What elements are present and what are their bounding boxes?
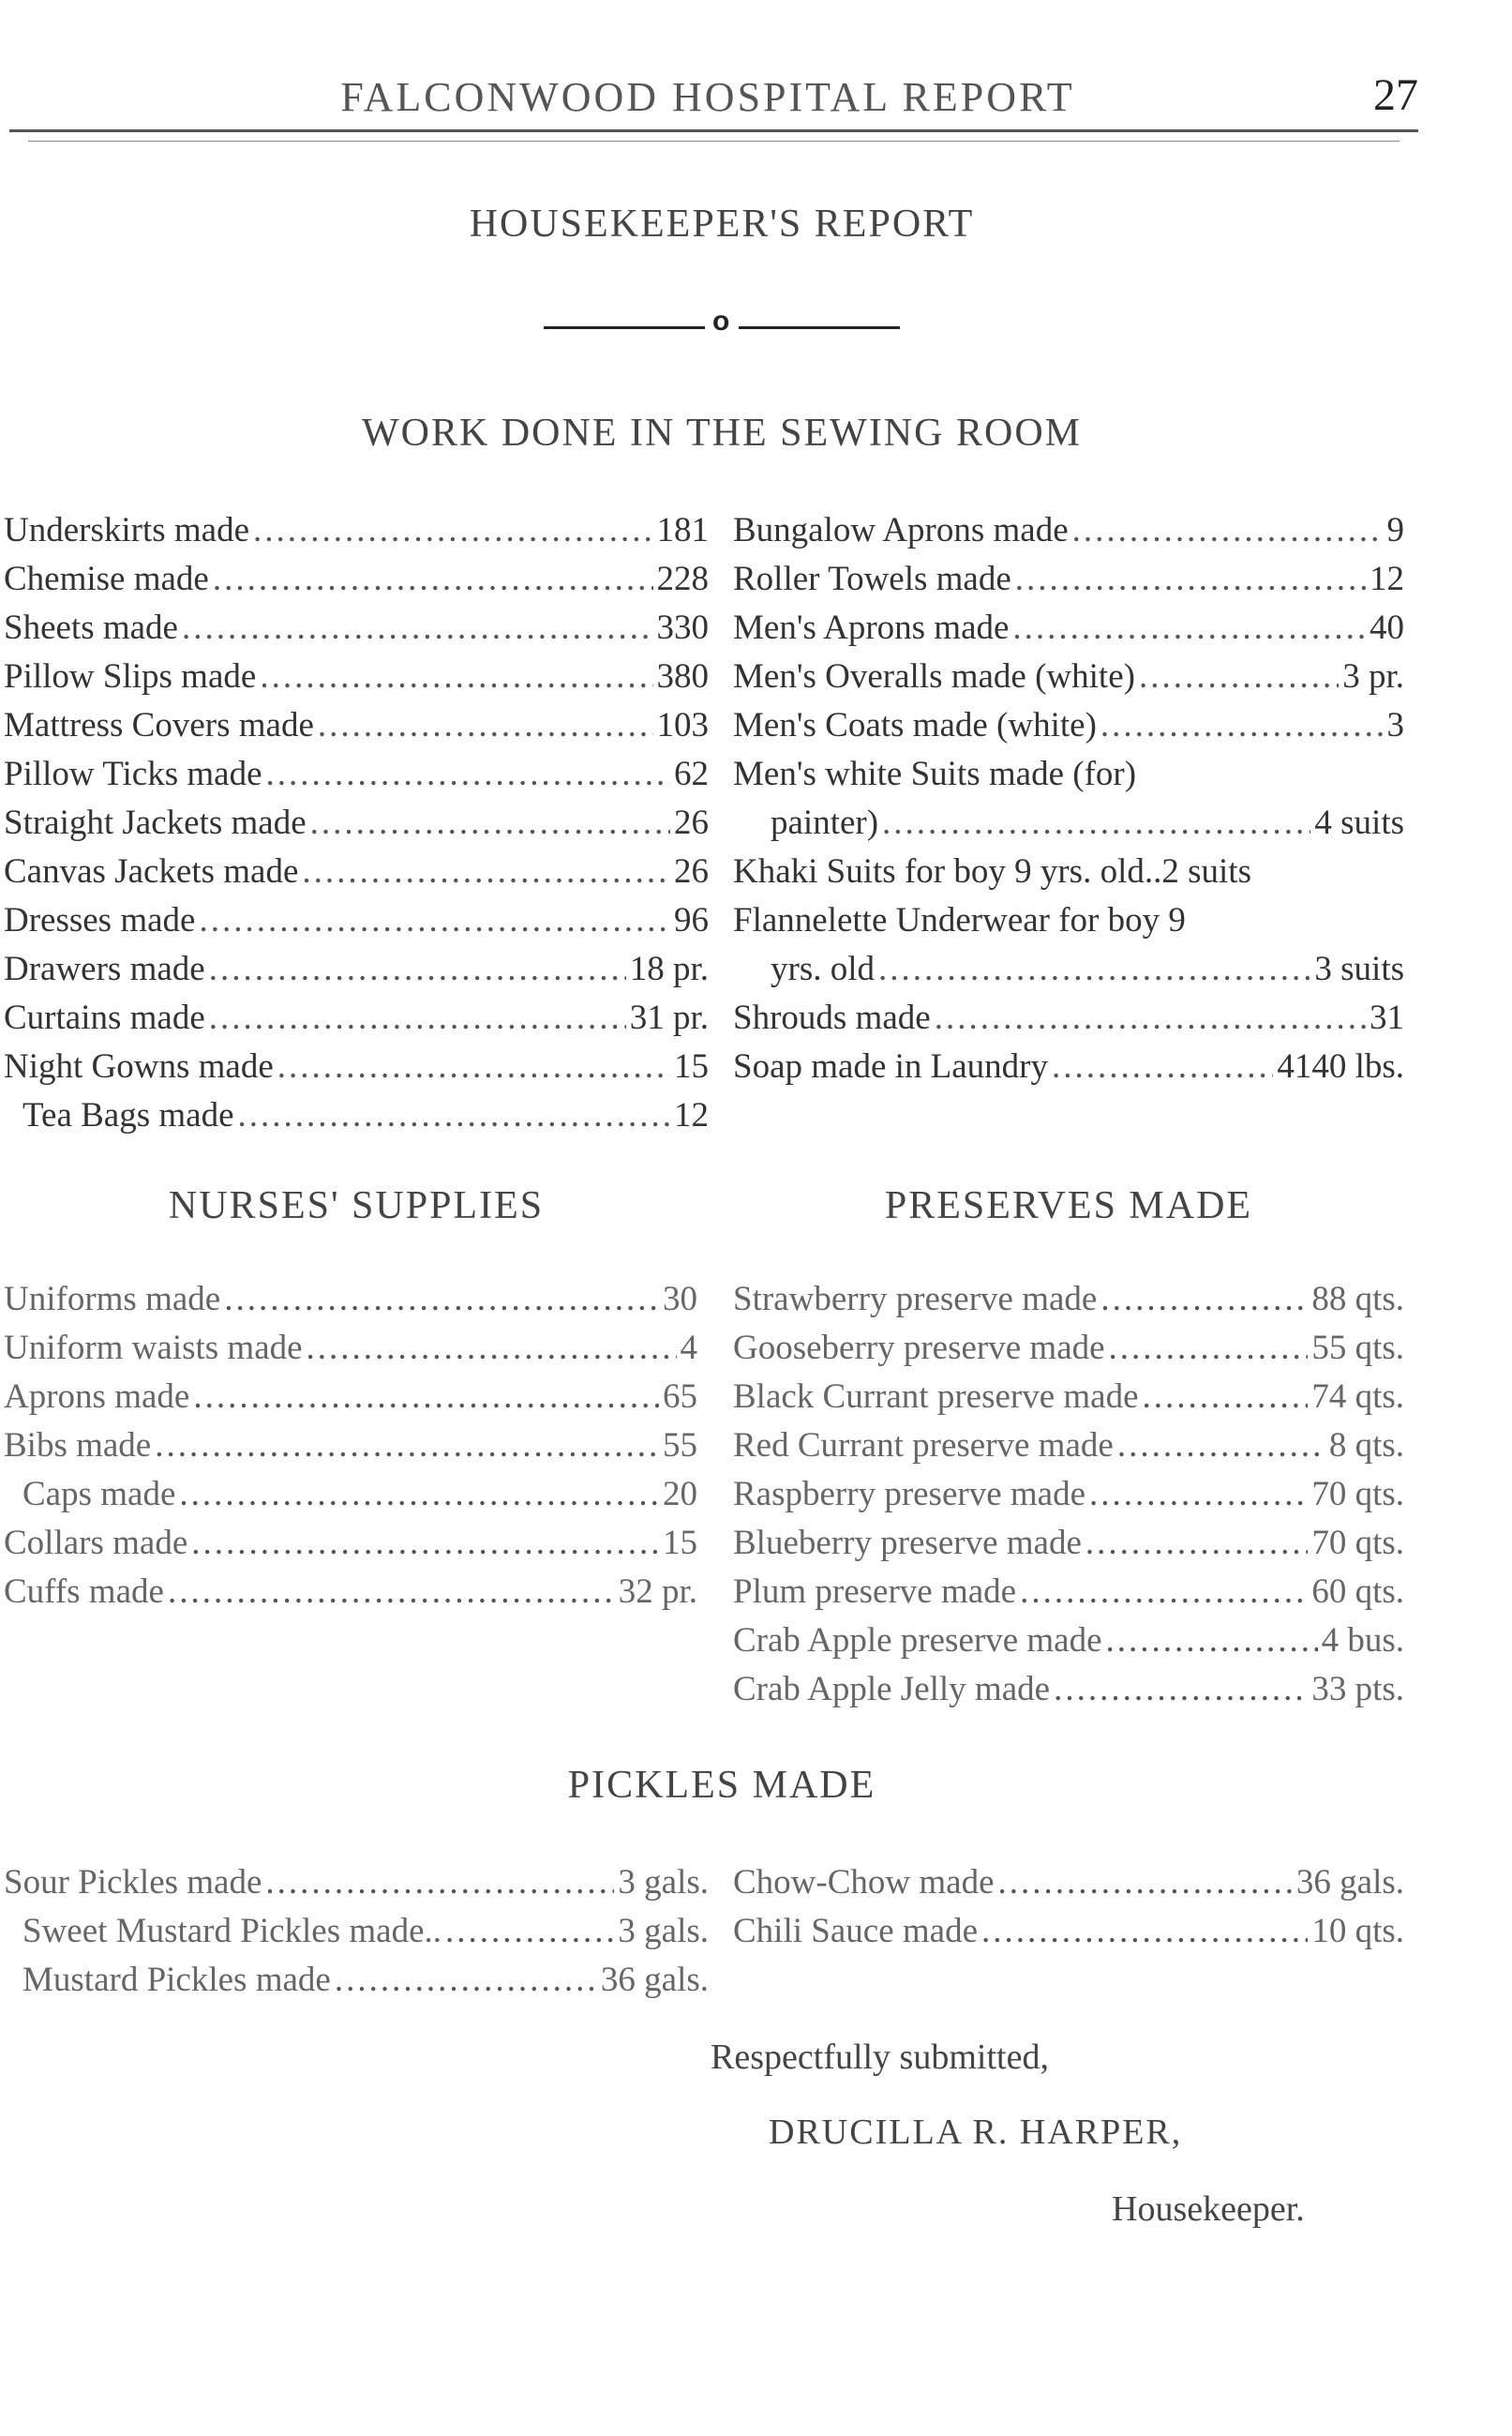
header-rule-thin (28, 141, 1400, 142)
list-item: Roller Towels made ..... 12 (733, 555, 1404, 604)
list-item: Bungalow Aprons made ..... 9 (733, 506, 1404, 555)
separator-line-right (739, 326, 900, 329)
list-item: painter) ..... 4 suits (733, 799, 1404, 848)
list-item: Chow-Chow made ..... 36 gals. (733, 1858, 1404, 1907)
signature-closing: Respectfully submitted, (711, 2038, 1049, 2077)
nurses-list (4, 1275, 697, 1616)
list-item: Tea Bags made ..... 12 (4, 1091, 709, 1140)
list-item: Mustard Pickles made ..... 36 gals. (4, 1956, 709, 2005)
list-item: Chili Sauce made ..... 10 qts. (733, 1907, 1404, 1956)
list-item: Crab Apple Jelly made ..... 33 pts. (733, 1665, 1404, 1714)
signature-name: DRUCILLA R. HARPER, (769, 2113, 1183, 2152)
list-item: Blueberry preserve made ..... 70 qts. (733, 1519, 1404, 1568)
list-item: Shrouds made ..... 31 (733, 994, 1404, 1043)
list-item: Gooseberry preserve made ..... 55 qts. (733, 1324, 1404, 1373)
list-item: Bibs made ..... 55 (4, 1421, 697, 1470)
list-item: Sour Pickles made ..... 3 gals. (4, 1858, 709, 1907)
list-item: Pillow Slips made ..... 380 (4, 653, 709, 701)
list-item: Uniform waists made ..... 4 (4, 1324, 697, 1373)
sewing-heading: WORK DONE IN THE SEWING ROOM (362, 412, 1082, 455)
header-rule (9, 129, 1418, 132)
list-item: Sweet Mustard Pickles made.. ..... 3 gals. (4, 1907, 709, 1956)
list-item: Underskirts made ..... 181 (4, 506, 709, 555)
list-item: Night Gowns made ..... 15 (4, 1043, 709, 1091)
pickles-left-list (4, 1858, 709, 2005)
list-item: Men's Coats made (white) ..... 3 (733, 701, 1404, 750)
list-item: Uniforms made ..... 30 (4, 1275, 697, 1324)
list-item: Crab Apple preserve made ..... 4 bus. (733, 1616, 1404, 1665)
list-item: Chemise made ..... 228 (4, 555, 709, 604)
list-item: Dresses made ..... 96 (4, 896, 709, 945)
list-item: Men's Aprons made ..... 40 (733, 604, 1404, 653)
title-separator (544, 306, 900, 339)
list-item: Pillow Ticks made ..... 62 (4, 750, 709, 799)
list-item: Drawers made ..... 18 pr. (4, 945, 709, 994)
list-item: Collars made ..... 15 (4, 1519, 697, 1568)
list-item: Men's Overalls made (white) ..... 3 pr. (733, 653, 1404, 701)
list-item: Straight Jackets made ..... 26 (4, 799, 709, 848)
list-item: Red Currant preserve made ..... 8 qts. (733, 1421, 1404, 1470)
separator-mark: o (712, 306, 730, 337)
running-head: FALCONWOOD HOSPITAL REPORT (340, 74, 1075, 120)
preserves-list (733, 1275, 1404, 1714)
list-item: Curtains made ..... 31 pr. (4, 994, 709, 1043)
list-item: Flannelette Underwear for boy 9 (733, 901, 1186, 940)
list-item: Canvas Jackets made ..... 26 (4, 848, 709, 896)
report-title: HOUSEKEEPER'S REPORT (469, 203, 975, 246)
list-item: Men's white Suits made (for) (733, 755, 1137, 793)
list-item: Plum preserve made ..... 60 qts. (733, 1568, 1404, 1616)
nurses-heading: NURSES' SUPPLIES (168, 1184, 545, 1227)
list-item: Soap made in Laundry ..... 4140 lbs. (733, 1043, 1404, 1091)
list-item: yrs. old ..... 3 suits (733, 945, 1404, 994)
list-item: Raspberry preserve made ..... 70 qts. (733, 1470, 1404, 1519)
list-item: Mattress Covers made ..... 103 (4, 701, 709, 750)
sewing-right-list (733, 506, 1404, 1091)
pickles-heading: PICKLES MADE (567, 1764, 876, 1807)
pickles-right-list (733, 1858, 1404, 1956)
page-number: 27 (1373, 70, 1418, 120)
preserves-heading: PRESERVES MADE (884, 1184, 1253, 1227)
list-item: Cuffs made ..... 32 pr. (4, 1568, 697, 1616)
list-item: Black Currant preserve made ..... 74 qts. (733, 1373, 1404, 1421)
list-item: Caps made ..... 20 (4, 1470, 697, 1519)
list-item: Strawberry preserve made ..... 88 qts. (733, 1275, 1404, 1324)
list-item: Aprons made ..... 65 (4, 1373, 697, 1421)
sewing-left-list (4, 506, 709, 1140)
signature-title: Housekeeper. (1112, 2189, 1305, 2229)
separator-line-left (544, 326, 705, 329)
list-item: Sheets made ..... 330 (4, 604, 709, 653)
list-item: Khaki Suits for boy 9 yrs. old.. 2 suits (733, 852, 1251, 891)
